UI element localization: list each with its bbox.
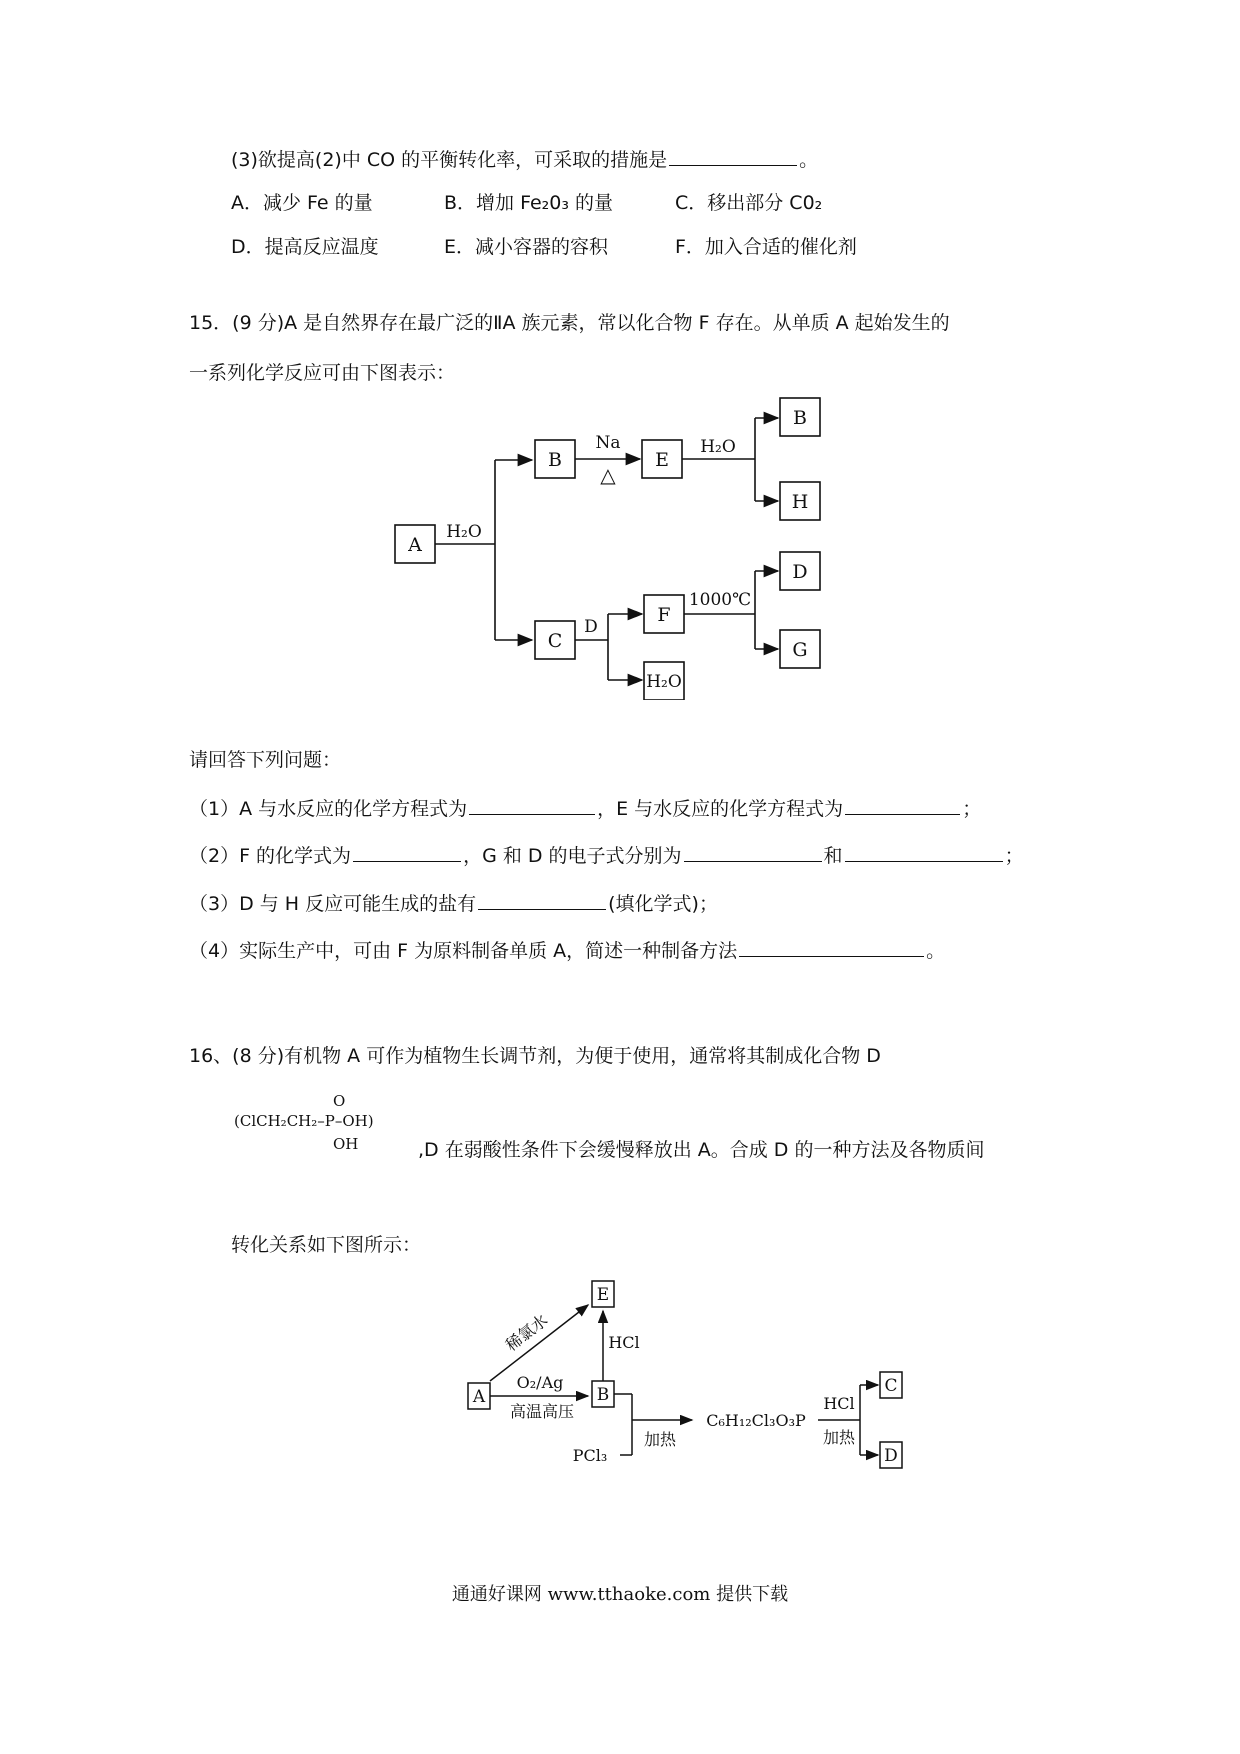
q15-q4-text-a: （4）实际生产中，可由 F 为原料制备单质 A，简述一种制备方法: [189, 940, 738, 962]
q15-q1-text-b: ，E 与水反应的化学方程式为: [597, 798, 844, 820]
label-b2: B: [793, 407, 807, 429]
label-hcl-2: HCl: [823, 1394, 855, 1413]
q16-synthesis-diagram: [460, 1275, 940, 1475]
label-b: B: [596, 1385, 610, 1405]
option-f: F．加入合适的催化剂: [675, 236, 857, 258]
q14-part3-text: (3)欲提高(2)中 CO 的平衡转化率，可采取的措施是: [231, 149, 668, 171]
option-c: C．移出部分 C0₂: [675, 192, 823, 214]
label-c: C: [884, 1376, 898, 1396]
formula-bottom: OH: [333, 1135, 359, 1153]
option-a: A．减少 Fe 的量: [231, 192, 373, 214]
label-na: Na: [595, 433, 621, 453]
answer-blank[interactable]: [353, 842, 461, 862]
label-a: A: [408, 534, 422, 556]
answer-blank[interactable]: [845, 842, 1003, 862]
q15-q3-text-a: （3）D 与 H 反应可能生成的盐有: [189, 893, 477, 915]
label-e: E: [655, 449, 669, 471]
q14-part3: [231, 146, 818, 173]
option-d: D．提高反应温度: [231, 236, 379, 258]
q16-stem-line1: 16、(8 分)有机物 A 可作为植物生长调节剂，为便于使用，通常将其制成化合物 D: [189, 1045, 881, 1067]
label-pcl3: PCl₃: [572, 1446, 608, 1465]
q15-reaction-diagram: [380, 390, 860, 700]
label-c: C: [547, 630, 563, 652]
answer-blank[interactable]: [669, 146, 797, 166]
label-hcl-up: HCl: [608, 1333, 640, 1352]
label-h: H: [791, 491, 809, 513]
q16-stem-line3: 转化关系如下图所示：: [231, 1234, 422, 1256]
q15-stem-line2: 一系列化学反应可由下图表示：: [189, 362, 456, 384]
q15-question-1: [189, 795, 981, 822]
formula-top: O: [333, 1092, 346, 1110]
label-h2o-e: H₂O: [700, 437, 736, 457]
label-high-temp-pressure: 高温高压: [509, 1402, 575, 1421]
q15-q4-end: 。: [926, 940, 946, 962]
label-d: D: [792, 561, 808, 583]
label-a: A: [472, 1387, 486, 1407]
q15-q1-text-a: （1）A 与水反应的化学方程式为: [189, 798, 468, 820]
label-heat: △: [600, 463, 616, 487]
q16-stem-line2: ,D 在弱酸性条件下会缓慢释放出 A。合成 D 的一种方法及各物质间: [418, 1139, 985, 1161]
option-e: E．减小容器的容积: [444, 236, 609, 258]
label-heat-2: 加热: [822, 1428, 856, 1447]
q15-q2-end: ；: [1004, 845, 1024, 867]
q15-question-2: [189, 842, 1024, 869]
label-e: E: [596, 1285, 610, 1305]
q15-q1-end: ；: [962, 798, 982, 820]
label-h2o-main: H₂O: [446, 522, 482, 542]
label-g: G: [792, 639, 808, 661]
formula-main: (ClCH₂CH₂–P–OH): [234, 1112, 374, 1130]
answer-blank[interactable]: [739, 937, 924, 957]
q15-question-4: [189, 937, 945, 964]
answer-blank[interactable]: [469, 795, 595, 815]
q15-q2-text-c: 和: [823, 845, 843, 867]
q14-part3-end: 。: [799, 149, 819, 171]
label-b: B: [548, 449, 562, 471]
label-d: D: [884, 1446, 898, 1466]
label-o2-ag: O₂/Ag: [516, 1373, 564, 1392]
q15-q2-text-b: ，G 和 D 的电子式分别为: [463, 845, 682, 867]
answer-blank[interactable]: [684, 842, 822, 862]
answer-blank[interactable]: [845, 795, 960, 815]
label-h2o-box: H₂O: [646, 672, 682, 692]
q15-q2-text-a: （2）F 的化学式为: [189, 845, 352, 867]
option-b: B．增加 Fe₂0₃ 的量: [444, 192, 614, 214]
label-temp: 1000℃: [688, 590, 752, 610]
q15-q3-text-b: (填化学式)；: [608, 893, 718, 915]
q15-question-3: [189, 890, 718, 917]
q15-prompt: 请回答下列问题：: [189, 749, 342, 771]
label-heat-1: 加热: [643, 1430, 677, 1449]
label-d-reagent: D: [584, 617, 598, 637]
label-product: C₆H₁₂Cl₃O₃P: [706, 1411, 806, 1430]
page-footer: 通通好课网 www.tthaoke.com 提供下载: [451, 1584, 789, 1605]
answer-blank[interactable]: [478, 890, 606, 910]
label-f: F: [657, 604, 671, 626]
label-dilute-chlorine-water: 稀氯水: [501, 1310, 552, 1355]
q15-stem-line1: 15．(9 分)A 是自然界存在最广泛的ⅡA 族元素，常以化合物 F 存在。从单质 A 起始发生的: [189, 312, 950, 334]
